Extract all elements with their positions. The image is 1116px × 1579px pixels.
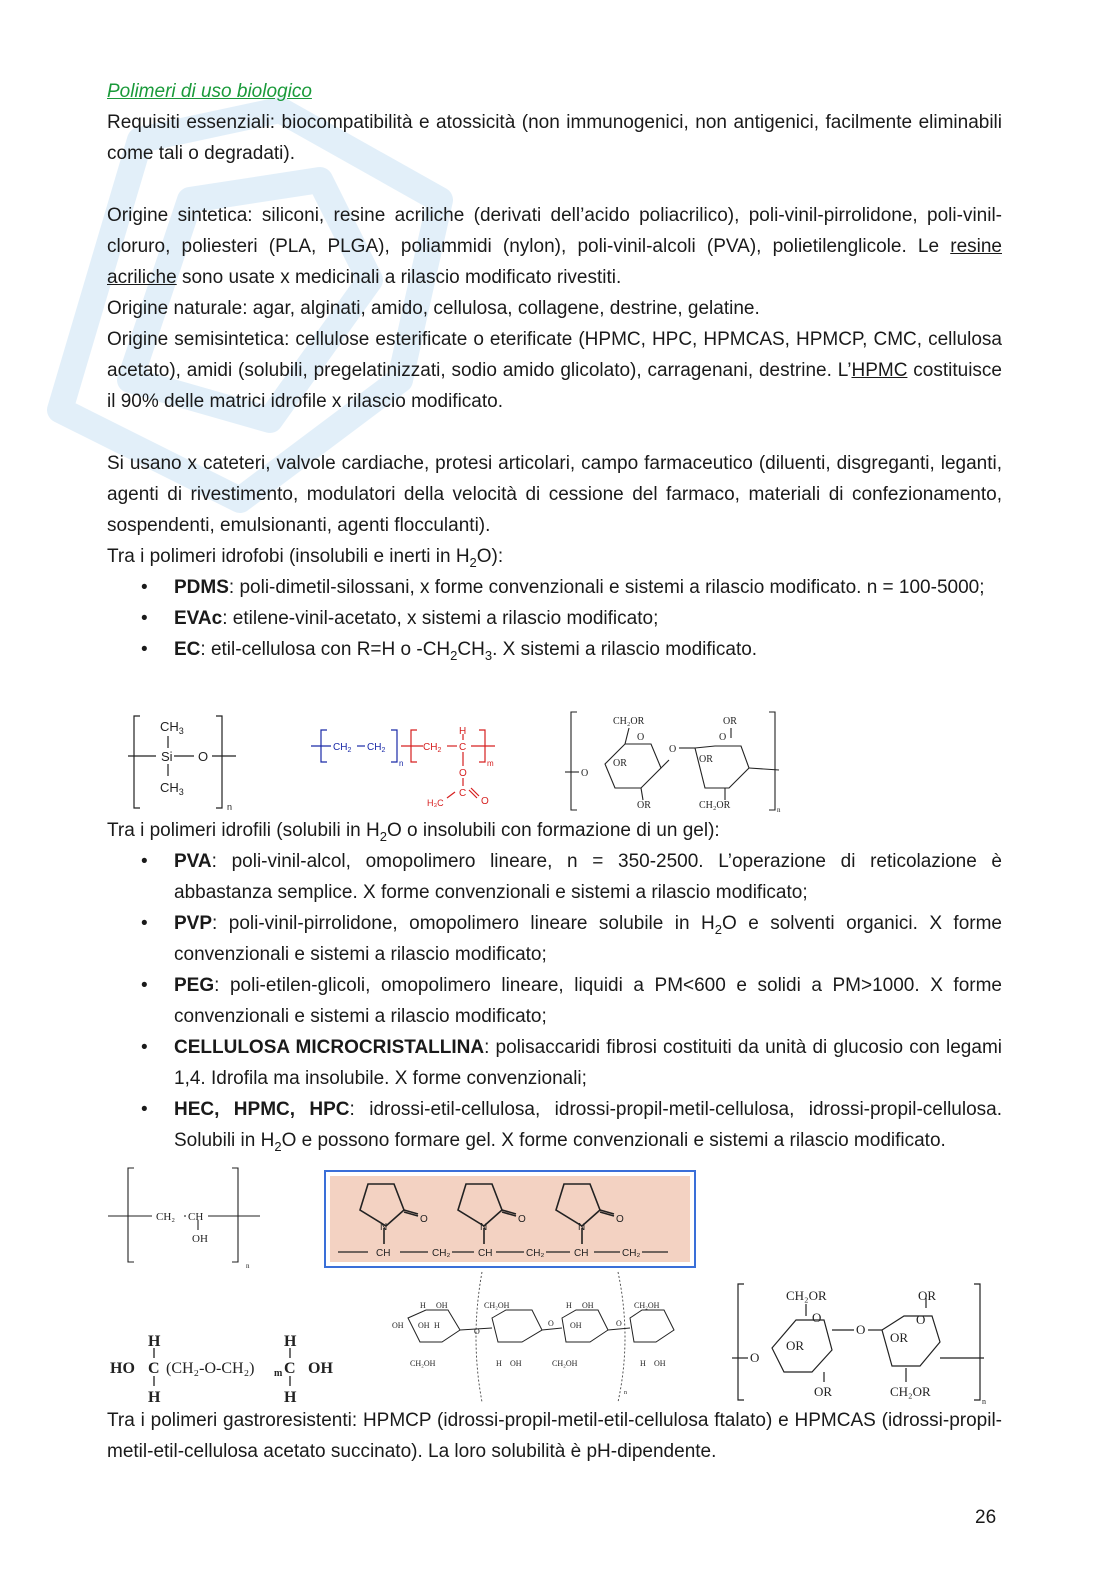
svg-text:H: H [284,1333,297,1350]
svg-text:n: n [777,806,781,814]
text-block-gastro [107,1405,1002,1467]
svg-text:O: O [581,768,589,779]
svg-text:CH2: $CH_2$ [423,742,442,754]
svg-text:H: H [284,1389,297,1406]
svg-text:CH: CH [376,1248,391,1259]
svg-text:CH₂: CH₂ [622,1248,641,1259]
svg-text:H: H [459,726,467,737]
svg-text:O: O [750,1350,760,1365]
svg-text:H: H [566,1301,572,1310]
svg-text:CH2: $CH_2$ [367,742,386,754]
svg-text:H: H [148,1389,161,1406]
svg-text:H₃C: H₃C [427,798,444,808]
naturale-paragraph: Origine naturale: agar, alginati, amido, cellulosa, collagene, destrine, gelatine. [107,298,760,319]
svg-text:OR: OR [918,1288,937,1303]
svg-text:OR: OR [786,1338,805,1353]
svg-text:N: N [380,1222,388,1233]
svg-text:CH₂OH: CH₂OH [410,1359,436,1368]
svg-text:OR: OR [613,758,627,769]
hpmc-structure [732,1280,988,1406]
svg-text:OH: OH [192,1233,208,1245]
pva-structure [108,1166,264,1270]
list-item-pva: • PVA: poli-vinil-alcol, omopolimero lineare, n = 350-2500. L’operazione di reticolazione è abbastanza semplice. X forme convenzionali e sistemi a rilascio modificato; [107,846,1002,908]
semisintetica-paragraph: Origine semisintetica: cellulose esterificate o eterificate (HPMC, HPC, HPMCAS, HPMCP, CMC, cellulosa acetato), amidi (solubili, pregelatinizzati, sodio amido glicolato), carragenani, destrine. L’HPMC costituisce il 90% delle matrici idrofile x rilascio modificato. [107,329,1002,412]
svg-text:m: m [487,759,494,768]
svg-text:H: H [640,1359,646,1368]
svg-text:CH₂OR: CH₂OR [890,1384,931,1399]
svg-text:CH3: $CH_3$ [160,719,184,736]
svg-text:CH₂: CH₂ [432,1248,451,1259]
svg-text:OH: OH [570,1321,582,1330]
list-item-hec: • HEC, HPMC, HPC: idrossi-etil-cellulosa, idrossi-propil-metil-cellulosa, idrossi-propil-cellulosa. Solubili in $H_2O$ e possono formare gel. X forme convenzionali e sistemi a rilascio modificato. [107,1094,1002,1156]
usi-paragraph: Si usano x cateteri, valvole cardiache, protesi articolari, campo farmaceutico (diluenti, disgreganti, leganti, agenti di rivestimento, modulatori della velocità di cessione del farmaco, materiali di confezionamento, sospendenti, emulsionanti, agenti flocculanti). [107,453,1002,536]
svg-text:CH₂OH: CH₂OH [634,1301,660,1310]
hpmc-underline: HPMC [851,360,908,381]
svg-text:CH: CH [478,1248,493,1259]
svg-text:N: N [480,1222,488,1233]
svg-text:CH₂OR: CH₂OR [699,800,731,811]
svg-text:CH₂OR: CH₂OR [786,1288,827,1303]
svg-text:HO: HO [110,1360,135,1377]
svg-text:OH: OH [510,1359,522,1368]
idrofobi-list [107,572,1002,665]
svg-text:CH₂OH: CH₂OH [484,1301,510,1310]
svg-text:O: O [669,744,677,755]
pvp-structure [324,1170,696,1268]
svg-text:C: C [459,742,467,753]
svg-text:n: n [246,1262,250,1270]
svg-text:CH₂: CH₂ [526,1248,545,1259]
idrofili-list [107,846,1002,1156]
svg-text:H: H [148,1333,161,1350]
svg-text:OR: OR [723,716,737,727]
svg-text:OH: OH [582,1301,594,1310]
svg-text:O: O [719,732,727,743]
resine-acriliche-link: resine acriliche [107,236,1002,288]
svg-text:O: O [637,732,645,743]
svg-text:O: O [616,1214,624,1225]
svg-text:(CH₂-O-CH₂): (CH₂-O-CH₂) [166,1360,255,1377]
svg-text:C: C [459,788,467,799]
svg-text:O: O [481,796,489,807]
svg-text:CH2: $CH_2$ [333,742,352,754]
list-item-mcc: • CELLULOSA MICROCRISTALLINA: polisaccaridi fibrosi costituiti da unità di glucosio con legami 1,4. Idrofila ma insolubile. X forme convenzionali; [107,1032,1002,1094]
svg-text:OH: OH [392,1321,404,1330]
text-block-intro [107,76,1002,665]
svg-text:O: O [420,1214,428,1225]
requisiti-paragraph: Requisiti essenziali: biocompatibilità e atossicità (non immunogenici, non antigenici, facilmente eliminabili come tali o degradati). [107,112,1002,164]
svg-text:O: O [459,768,467,779]
list-item-evac: • EVAc: etilene-vinil-acetato, x sistemi a rilascio modificato; [107,603,1002,634]
svg-text:O: O [198,749,209,764]
svg-text:n: n [399,759,404,768]
mcc-structure [386,1270,688,1406]
idrofobi-intro: Tra i polimeri idrofobi (insolubili e inerti in $H_2O$): [107,546,504,570]
list-item-ec: • EC: etil-cellulosa con R=H o $-CH_2CH_3$. X sistemi a rilascio modificato. [107,634,1002,665]
idrofili-intro: Tra i polimeri idrofili (solubili in $H_2O$ o insolubili con formazione di un gel): [107,820,720,844]
svg-text:N: N [578,1222,586,1233]
svg-text:O: O [474,1327,480,1336]
svg-text:CH: CH [188,1211,204,1223]
svg-text:OH: OH [654,1359,666,1368]
svg-text:O: O [812,1310,822,1325]
svg-text:O: O [548,1319,554,1328]
svg-text:OR: OR [890,1330,909,1345]
pdms-structure [128,712,240,812]
list-item-pvp: • PVP: poli-vinil-pirrolidone, omopolimero lineare solubile in $H_2O$ e solventi organici. X forme convenzionali e sistemi a rilascio modificato; [107,908,1002,970]
svg-text:CH₂OH: CH₂OH [552,1359,578,1368]
svg-text:OR: OR [814,1384,833,1399]
svg-text:OH: OH [308,1360,333,1377]
sintetica-paragraph: Origine sintetica: siliconi, resine acriliche (derivati dell’acido poliacrilico), poli-vinil-pirrolidone, poli-vinil-cloruro, poliesteri (PLA, PLGA), poliammidi (nylon), poli-vinil-alcoli (PVA), polietilenglicole. Le resine acriliche sono usate x medicinali a rilascio modificato rivestiti. [107,205,1002,288]
svg-text:O: O [518,1214,526,1225]
svg-text:OH: OH [436,1301,448,1310]
text-block-idrofili [107,815,1002,1156]
list-item-peg: • PEG: poli-etilen-glicoli, omopolimero lineare, liquidi a PM<600 e solidi a PM>1000. X forme convenzionali e sistemi a rilascio modificato; [107,970,1002,1032]
svg-text:O: O [616,1319,622,1328]
gastro-paragraph: Tra i polimeri gastroresistenti: HPMCP (idrossi-propil-metil-etil-cellulosa ftalato) e HPMCAS (idrossi-propil-metil-etil-cellulosa acetato succinato). La loro solubilità è pH-dipendente. [107,1410,1002,1462]
svg-text:O: O [856,1322,866,1337]
svg-text:n: n [227,802,233,812]
svg-text:H: H [496,1359,502,1368]
svg-text:CH₂OR: CH₂OR [613,716,645,727]
svg-text:m: m [274,1368,283,1379]
peg-structure [108,1332,344,1406]
svg-text:CH: CH [574,1248,589,1259]
svg-text:n: n [982,1397,986,1406]
svg-text:O: O [916,1312,926,1327]
svg-text:n: n [624,1390,627,1396]
svg-text:OH: OH [418,1321,430,1330]
svg-text:CH₂: CH₂ [156,1211,176,1223]
svg-text:Si: Si [161,749,173,764]
page-number: 26 [975,1507,997,1528]
svg-text:H: H [434,1321,440,1330]
evac-structure [305,726,505,808]
svg-text:OR: OR [699,754,713,765]
section-title: Polimeri di uso biologico [107,81,312,102]
svg-text:C: C [284,1360,296,1377]
svg-text:H: H [420,1301,426,1310]
svg-text:C: C [148,1360,160,1377]
svg-text:OR: OR [637,800,651,811]
list-item-pdms: • PDMS: poli-dimetil-silossani, x forme convenzionali e sistemi a rilascio modificato. n = 100-5000; [107,572,1002,603]
svg-text:CH3: $CH_3$ [160,780,184,797]
ec-structure [565,710,785,814]
